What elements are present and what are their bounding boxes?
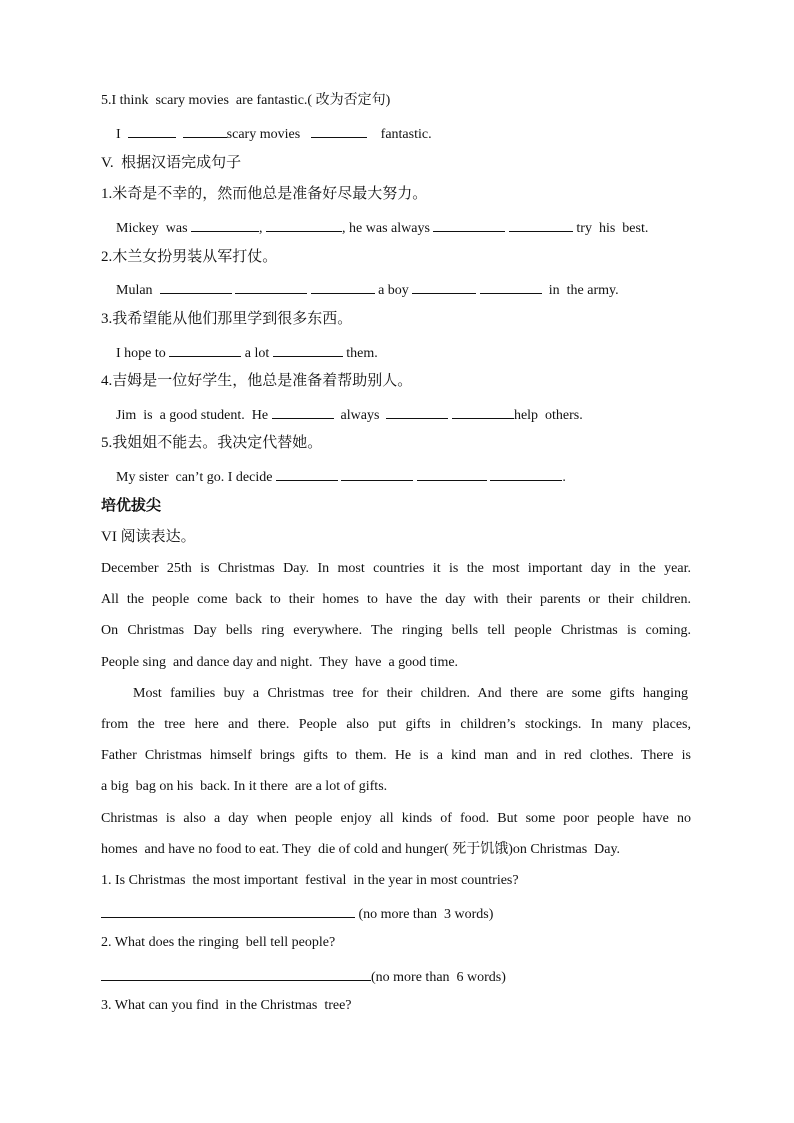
translation-item: 5.我姐姐不能去。我决定代替她。	[101, 435, 323, 451]
answer-text: a boy	[378, 283, 409, 298]
answer-text: a lot	[244, 346, 270, 361]
answer-blank[interactable]	[101, 966, 371, 981]
passage-line: a big bag on his back. In it there are a lot of gifts.	[101, 779, 388, 794]
passage-line: People sing and dance day and night. They have a good time.	[101, 655, 459, 670]
answer-blank[interactable]	[272, 404, 334, 419]
answer-blank[interactable]	[191, 217, 259, 232]
answer-line	[101, 966, 506, 987]
answer-blank[interactable]	[273, 342, 343, 357]
reading-question: 1. Is Christmas the most important festival in the year in most countries?	[101, 873, 519, 888]
translation-item: 3.我希望能从他们那里学到很多东西。	[101, 311, 353, 327]
answer-text: always	[340, 408, 380, 423]
translation-answer-line	[116, 217, 648, 238]
answer-line	[101, 903, 493, 924]
q5-negative-prompt: 5.I think scary movies are fantastic.( 改为否定句)	[101, 93, 391, 108]
answer-blank[interactable]	[169, 342, 241, 357]
answer-blank[interactable]	[341, 466, 413, 481]
reading-question: 3. What can you find in the Christmas tree?	[101, 998, 352, 1013]
answer-text: My sister can’t go. I decide	[116, 470, 273, 485]
passage-line: December 25th is Christmas Day. In most countries it is the most important day in the year.	[101, 561, 691, 576]
answer-text: I hope to	[116, 346, 166, 361]
passage-line: Most families buy a Christmas tree for their children. And there are some gifts hanging	[133, 686, 688, 701]
word-limit: (no more than 3 words)	[358, 907, 494, 922]
q5-answer-line	[116, 123, 432, 144]
reading-question: 2. What does the ringing bell tell people?	[101, 935, 336, 950]
passage-line: Father Christmas himself brings gifts to them. He is a kind man and in red clothes. There is	[101, 748, 691, 763]
answer-blank[interactable]	[311, 279, 375, 294]
answer-blank[interactable]	[311, 123, 367, 138]
answer-text: Mickey was	[116, 221, 188, 236]
answer-blank[interactable]	[276, 466, 338, 481]
reading-section-title: VI 阅读表达。	[101, 529, 196, 545]
answer-blank[interactable]	[128, 123, 176, 138]
answer-text: .	[562, 470, 566, 485]
translation-answer-line	[116, 466, 566, 487]
answer-blank[interactable]	[183, 123, 227, 138]
answer-blank[interactable]	[101, 903, 355, 918]
translation-item: 2.木兰女扮男装从军打仗。	[101, 249, 278, 265]
answer-blank[interactable]	[412, 279, 476, 294]
answer-text: Mulan	[116, 283, 153, 298]
answer-blank[interactable]	[160, 279, 232, 294]
passage-line: Christmas is also a day when people enjoy all kinds of food. But some poor people have no	[101, 811, 691, 826]
translation-answer-line	[116, 404, 583, 425]
answer-blank[interactable]	[386, 404, 448, 419]
advanced-heading: 培优拔尖	[101, 498, 162, 514]
translation-item: 1.米奇是不幸的，然而他总是准备好尽最大努力。	[101, 186, 428, 202]
answer-text: Jim is a good student. He	[116, 408, 269, 423]
answer-text: , he was always	[342, 221, 430, 236]
answer-text: help others.	[513, 408, 583, 423]
passage-line: On Christmas Day bells ring everywhere. The ringing bells tell people Christmas is coming.	[101, 623, 691, 638]
answer-text: try his best.	[576, 221, 649, 236]
answer-word: I	[116, 127, 121, 142]
passage-line: from the tree here and there. People also put gifts in children’s stockings. In many places,	[101, 717, 691, 732]
passage-line: All the people come back to their homes to have the day with their parents or their children.	[101, 592, 691, 607]
answer-blank[interactable]	[266, 217, 342, 232]
answer-text: in the army.	[548, 283, 619, 298]
answer-text: them.	[346, 346, 378, 361]
answer-blank[interactable]	[417, 466, 487, 481]
answer-blank[interactable]	[490, 466, 562, 481]
translation-answer-line	[116, 279, 619, 300]
answer-blank[interactable]	[509, 217, 573, 232]
passage-line: homes and have no food to eat. They die of cold and hunger( 死于饥饿)on Christmas Day.	[101, 842, 621, 857]
answer-word: fantastic.	[380, 127, 432, 142]
word-limit: (no more than 6 words)	[371, 970, 506, 985]
translation-answer-line	[116, 342, 378, 363]
section-v-heading: V. 根据汉语完成句子	[101, 155, 242, 171]
translation-item: 4.吉姆是一位好学生，他总是准备着帮助别人。	[101, 373, 413, 389]
answer-blank[interactable]	[235, 279, 307, 294]
answer-text: ,	[259, 221, 263, 236]
answer-word: scary movies	[226, 127, 301, 142]
answer-blank[interactable]	[452, 404, 514, 419]
answer-blank[interactable]	[433, 217, 505, 232]
answer-blank[interactable]	[480, 279, 542, 294]
